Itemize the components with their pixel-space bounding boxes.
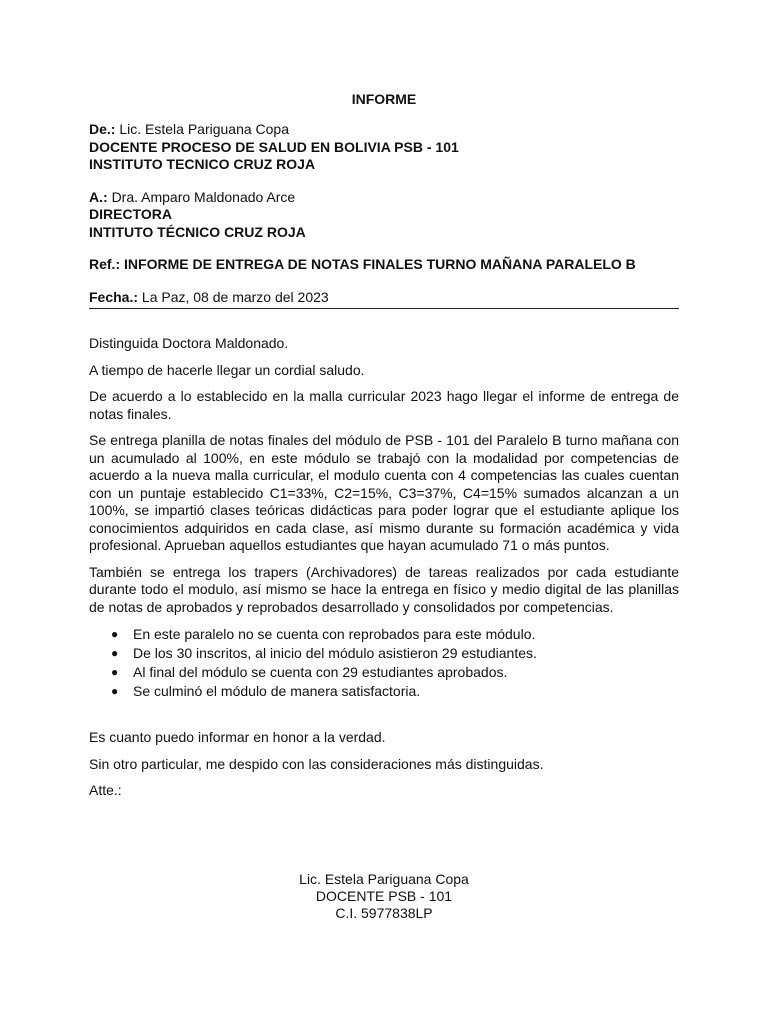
to-role: DIRECTORA xyxy=(89,206,172,222)
paragraph-1: De acuerdo a lo establecido en la malla curricular 2023 hago llegar el informe de entrega de notas finales. xyxy=(89,388,679,422)
greeting: Distinguida Doctora Maldonado. xyxy=(89,335,289,351)
list-item: ● En este paralelo no se cuenta con reprobados para este módulo. xyxy=(111,626,536,642)
closing-1: Es cuanto puedo informar en honor a la verdad. xyxy=(89,729,386,745)
date-text: La Paz, 08 de marzo del 2023 xyxy=(141,288,329,305)
paragraph-2: Se entrega planilla de notas finales del módulo de PSB - 101 del Paralelo B turno mañana con un acumulado al 100%, en este módulo se trabajó con la modalidad por competencias de acuerdo a la nueva malla curricular, el modulo cuenta con 4 competencias las cuales cuentan con un puntaje establecido C1=33%, C2=15%, C3=37%, C4=15% sumados alcanzan a un 100%, se impartió clases teóricas didácticas para poder lograr que el estudiante aplique los conocimientos adquiridos en cada clase, así mismo durante su formación académica y vida profesional. Aprueban aquellos estudiantes que hayan acumulado 71 o más puntos. xyxy=(89,432,679,553)
bullet-icon: ● xyxy=(111,665,119,679)
to-institution: INTITUTO TÉCNICO CRUZ ROJA xyxy=(89,223,306,240)
signature-block xyxy=(89,871,679,922)
atte: Atte.: xyxy=(89,782,122,798)
from-label: De.: xyxy=(89,121,116,137)
to-name: Dra. Amparo Maldonado Arce xyxy=(111,188,296,205)
bullet-icon: ● xyxy=(111,684,119,698)
signature-ci: C.I. 5977838LP xyxy=(335,905,433,921)
document-content xyxy=(89,91,679,809)
list-item: ● Se culminó el módulo de manera satisfactoria. xyxy=(111,683,421,699)
signature-role: DOCENTE PSB - 101 xyxy=(315,888,453,904)
from-block xyxy=(89,121,679,174)
summary-list xyxy=(89,625,679,701)
list-item: ● Al final del módulo se cuenta con 29 estudiantes aprobados. xyxy=(111,664,508,680)
paragraph-3: También se entrega los trapers (Archivadores) de tareas realizados por cada estudiante durante todo el modulo, así mismo se hace la entrega en físico y medio digital de las planillas de notas de aprobados y reprobados desarrollado y consolidados por competencias. xyxy=(89,563,679,615)
date-label: Fecha.: xyxy=(89,288,139,305)
date-block xyxy=(89,289,679,310)
document-title: INFORME xyxy=(351,91,417,107)
list-item: ● De los 30 inscritos, al inicio del módulo asistieron 29 estudiantes. xyxy=(111,645,537,661)
ref-block xyxy=(89,256,679,274)
to-block xyxy=(89,189,679,242)
to-label: A.: xyxy=(89,188,108,205)
signature-name: Lic. Estela Pariguana Copa xyxy=(299,871,469,887)
bullet-icon: ● xyxy=(111,627,119,641)
from-name: Lic. Estela Pariguana Copa xyxy=(119,121,290,137)
from-institution: INSTITUTO TECNICO CRUZ ROJA xyxy=(89,156,316,172)
from-role: DOCENTE PROCESO DE SALUD EN BOLIVIA PSB - 101 xyxy=(89,138,459,155)
ref-label: Ref.: xyxy=(89,256,121,272)
salute: A tiempo de hacerle llegar un cordial saludo. xyxy=(89,361,365,378)
bullet-icon: ● xyxy=(111,646,119,660)
ref-text: INFORME DE ENTREGA DE NOTAS FINALES TURNO MAÑANA PARALELO B xyxy=(124,256,636,272)
closing-2: Sin otro particular, me despido con las consideraciones más distinguidas. xyxy=(89,755,544,772)
